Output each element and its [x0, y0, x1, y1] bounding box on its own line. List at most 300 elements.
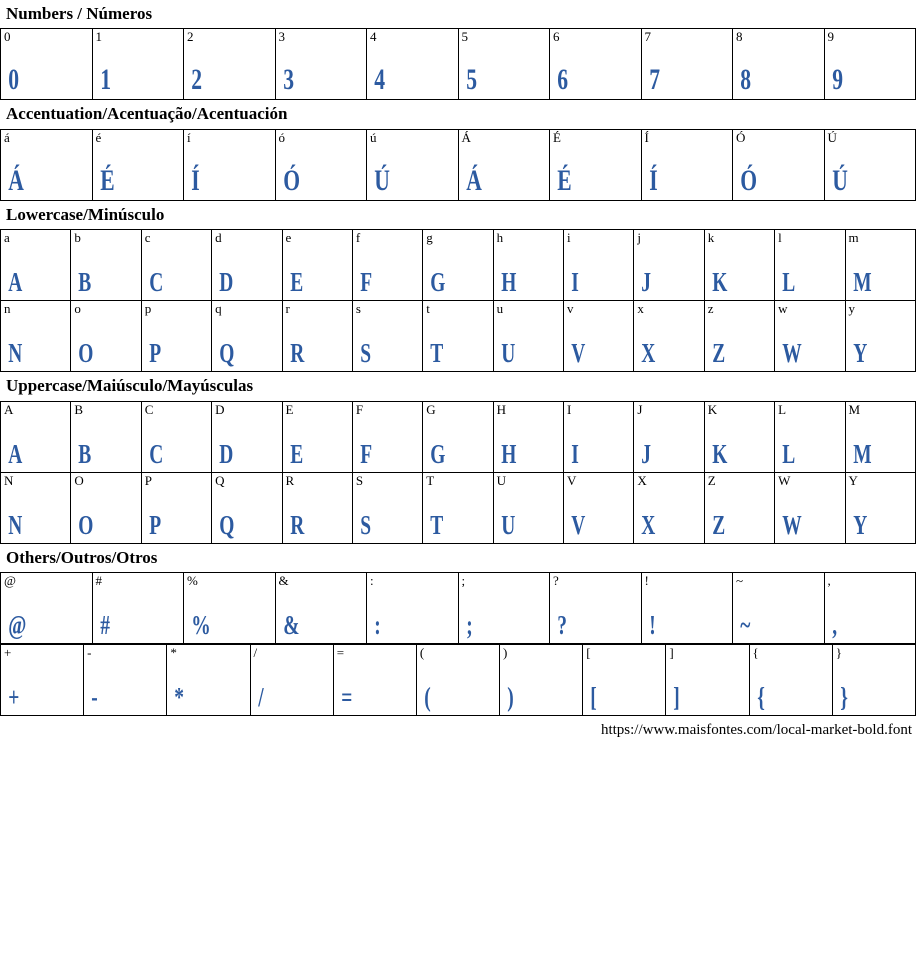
glyph-cell[interactable] [212, 230, 282, 301]
cell-label: 6 [553, 29, 560, 45]
glyph-cell[interactable] [423, 230, 493, 301]
glyph-cell[interactable] [493, 472, 563, 543]
charmap-uppercase [0, 401, 916, 544]
glyph-cell[interactable] [423, 472, 493, 543]
cell-glyph: Á [8, 163, 25, 197]
cell-label: n [4, 301, 11, 317]
glyph-cell[interactable] [704, 401, 774, 472]
cell-glyph: ) [507, 681, 515, 712]
cell-label: + [4, 644, 12, 660]
cell-glyph: F [360, 438, 373, 469]
cell-glyph: Q [219, 338, 235, 369]
cell-glyph: H [500, 438, 517, 469]
cell-label: - [87, 644, 92, 660]
cell-glyph: W [782, 338, 803, 369]
charmap-table-uppercase [0, 401, 916, 544]
cell-glyph: L [782, 267, 796, 298]
glyph-cell[interactable] [352, 230, 422, 301]
cell-glyph: = [340, 681, 353, 712]
glyph-cell[interactable] [845, 301, 916, 372]
cell-label: B [74, 401, 84, 417]
cell-label: u [496, 301, 504, 317]
cell-glyph: O [78, 509, 95, 540]
cell-label: M [848, 401, 861, 417]
cell-glyph: I [571, 438, 580, 469]
cell-label: f [355, 230, 361, 246]
cell-glyph: L [782, 438, 796, 469]
cell-glyph: D [219, 438, 234, 469]
cell-glyph: ~ [740, 609, 751, 640]
glyph-cell[interactable] [352, 472, 422, 543]
cell-label: ó [278, 129, 285, 145]
cell-label: v [567, 301, 574, 317]
cell-label: h [496, 230, 504, 246]
section-title-lowercase: Lowercase/Minúsculo [6, 204, 165, 224]
cell-glyph: 1 [99, 63, 111, 97]
cell-glyph: G [430, 267, 446, 298]
cell-label: Í [644, 129, 649, 145]
glyph-cell[interactable] [84, 644, 167, 715]
glyph-cell[interactable] [92, 572, 184, 643]
cell-label: P [144, 472, 152, 488]
glyph-cell[interactable] [550, 129, 642, 200]
cell-label: 7 [644, 29, 651, 45]
glyph-cell[interactable] [458, 29, 550, 100]
cell-glyph: [ [590, 681, 598, 712]
cell-label: K [707, 401, 718, 417]
section-title-others: Others/Outros/Otros [6, 547, 158, 567]
cell-glyph: S [360, 338, 372, 369]
glyph-cell[interactable] [282, 230, 352, 301]
cell-label: : [370, 572, 374, 588]
charmap-table-lowercase [0, 229, 916, 372]
cell-glyph: Q [219, 509, 235, 540]
cell-label: t [426, 301, 430, 317]
cell-label: ; [461, 572, 466, 588]
cell-label: c [144, 230, 151, 246]
cell-label: # [95, 572, 102, 588]
glyph-cell[interactable] [212, 401, 282, 472]
glyph-cell[interactable] [184, 29, 276, 100]
glyph-cell[interactable] [634, 401, 704, 472]
cell-glyph: / [257, 681, 264, 712]
glyph-cell[interactable] [1, 644, 84, 715]
cell-glyph: C [148, 438, 164, 469]
glyph-cell[interactable] [1, 230, 71, 301]
glyph-cell[interactable] [733, 129, 825, 200]
cell-label: L [778, 401, 787, 417]
glyph-cell[interactable] [824, 29, 916, 100]
glyph-cell[interactable] [141, 401, 211, 472]
cell-label: ] [669, 644, 674, 660]
cell-label: ~ [736, 572, 744, 588]
glyph-cell[interactable] [704, 230, 774, 301]
glyph-cell[interactable] [493, 301, 563, 372]
cell-glyph: + [8, 681, 20, 712]
cell-glyph: M [852, 438, 872, 469]
glyph-cell[interactable] [416, 644, 499, 715]
glyph-cell[interactable] [1, 401, 71, 472]
cell-glyph: B [78, 438, 92, 469]
cell-label: O [74, 472, 84, 488]
cell-glyph: X [641, 338, 656, 369]
charmap-lowercase [0, 229, 916, 372]
cell-label: 2 [187, 29, 194, 45]
cell-glyph: 5 [465, 63, 477, 97]
cell-label: é [95, 129, 102, 145]
cell-glyph: U [500, 509, 516, 540]
cell-glyph: ? [557, 609, 568, 640]
cell-glyph: Ó [282, 163, 300, 197]
cell-glyph: T [430, 509, 444, 540]
table-row [1, 230, 916, 301]
cell-label: F [355, 401, 364, 417]
table-row [1, 129, 916, 200]
glyph-cell[interactable] [1, 129, 93, 200]
cell-glyph: Ú [374, 163, 391, 197]
cell-glyph: E [289, 438, 304, 469]
glyph-cell[interactable] [583, 644, 666, 715]
glyph-cell[interactable] [184, 572, 276, 643]
cell-label: ( [419, 644, 425, 660]
cell-label: Ú [827, 129, 837, 145]
cell-label: / [253, 644, 258, 660]
cell-glyph: É [99, 163, 115, 197]
cell-label: m [848, 230, 859, 246]
cell-label: k [707, 230, 715, 246]
cell-label: * [170, 644, 177, 660]
cell-label: C [144, 401, 154, 417]
glyph-cell[interactable] [832, 644, 915, 715]
charmap-table-others-2 [0, 644, 916, 716]
glyph-cell[interactable] [733, 29, 825, 100]
glyph-cell[interactable] [141, 301, 211, 372]
glyph-cell[interactable] [634, 230, 704, 301]
cell-glyph: Í [648, 163, 658, 197]
cell-glyph: * [174, 681, 185, 712]
cell-glyph: X [641, 509, 656, 540]
cell-glyph: I [571, 267, 580, 298]
glyph-cell[interactable] [500, 644, 583, 715]
cell-glyph: R [289, 338, 305, 369]
cell-label: 0 [4, 29, 11, 45]
cell-label: 4 [370, 29, 377, 45]
cell-label: 8 [736, 29, 743, 45]
glyph-cell[interactable] [775, 401, 845, 472]
glyph-cell[interactable] [1, 572, 93, 643]
glyph-cell[interactable] [704, 301, 774, 372]
glyph-cell[interactable] [775, 230, 845, 301]
glyph-cell[interactable] [71, 401, 141, 472]
glyph-cell[interactable] [641, 129, 733, 200]
cell-glyph: K [711, 438, 728, 469]
glyph-cell[interactable] [367, 572, 459, 643]
glyph-cell[interactable] [282, 301, 352, 372]
cell-label: H [496, 401, 507, 417]
charmap-table-others [0, 572, 916, 644]
cell-glyph: } [839, 681, 848, 712]
cell-label: 1 [95, 29, 102, 45]
section-title-uppercase: Uppercase/Maiúsculo/Mayúsculas [6, 376, 254, 396]
glyph-cell[interactable] [564, 301, 634, 372]
cell-glyph: 3 [282, 63, 294, 97]
glyph-cell[interactable] [275, 29, 367, 100]
glyph-cell[interactable] [564, 230, 634, 301]
cell-glyph: ! [648, 609, 656, 640]
cell-label: @ [4, 572, 16, 588]
glyph-cell[interactable] [458, 572, 550, 643]
cell-label: ? [553, 572, 559, 588]
cell-glyph: J [641, 267, 652, 298]
table-row [1, 572, 916, 643]
glyph-cell[interactable] [184, 129, 276, 200]
glyph-cell[interactable] [550, 572, 642, 643]
glyph-cell[interactable] [733, 572, 825, 643]
cell-glyph: 8 [740, 63, 752, 97]
cell-glyph: P [148, 338, 162, 369]
glyph-cell[interactable] [775, 472, 845, 543]
cell-glyph: P [148, 509, 162, 540]
cell-label: ) [503, 644, 508, 660]
glyph-cell[interactable] [352, 401, 422, 472]
glyph-cell[interactable] [845, 230, 916, 301]
cell-label: = [336, 644, 345, 660]
cell-label: { [752, 644, 759, 660]
cell-label: a [4, 230, 10, 246]
cell-glyph: 0 [8, 63, 20, 97]
cell-glyph: - [91, 681, 99, 712]
cell-glyph: Ú [831, 163, 848, 197]
glyph-cell[interactable] [493, 401, 563, 472]
glyph-cell[interactable] [250, 644, 333, 715]
glyph-cell[interactable] [333, 644, 416, 715]
cell-label: ! [644, 572, 649, 588]
cell-glyph: J [641, 438, 652, 469]
glyph-cell[interactable] [1, 29, 93, 100]
cell-glyph: E [289, 267, 304, 298]
cell-label: U [496, 472, 507, 488]
section-title-accentuation: Accentuation/Acentuação/Acentuación [6, 104, 288, 124]
cell-label: d [215, 230, 222, 246]
glyph-cell[interactable] [352, 301, 422, 372]
glyph-cell[interactable] [212, 301, 282, 372]
table-row [1, 301, 916, 372]
cell-glyph: U [500, 338, 516, 369]
cell-glyph: C [148, 267, 164, 298]
cell-glyph: 2 [191, 63, 203, 97]
glyph-cell[interactable] [423, 401, 493, 472]
charmap-table-accentuation [0, 129, 916, 201]
cell-label: Z [707, 472, 716, 488]
glyph-cell[interactable] [71, 230, 141, 301]
table-row [1, 472, 916, 543]
glyph-cell[interactable] [845, 401, 916, 472]
glyph-cell[interactable] [275, 572, 367, 643]
cell-glyph: F [360, 267, 373, 298]
cell-label: á [4, 129, 10, 145]
cell-glyph: B [78, 267, 92, 298]
table-row [1, 644, 916, 715]
glyph-cell[interactable] [1, 472, 71, 543]
glyph-cell[interactable] [666, 644, 749, 715]
cell-label: , [827, 572, 831, 588]
cell-label: ú [370, 129, 377, 145]
cell-label: X [637, 472, 647, 488]
cell-glyph: Á [465, 163, 482, 197]
cell-label: 9 [827, 29, 834, 45]
glyph-cell[interactable] [423, 301, 493, 372]
cell-glyph: 9 [831, 63, 843, 97]
cell-glyph: K [711, 267, 728, 298]
cell-glyph: A [8, 267, 23, 298]
glyph-cell[interactable] [634, 472, 704, 543]
glyph-cell[interactable] [564, 401, 634, 472]
glyph-cell[interactable] [845, 472, 916, 543]
cell-glyph: W [782, 509, 803, 540]
cell-label: b [74, 230, 81, 246]
cell-label: j [637, 230, 641, 246]
glyph-cell[interactable] [824, 572, 916, 643]
glyph-cell[interactable] [367, 129, 459, 200]
glyph-cell[interactable] [641, 29, 733, 100]
glyph-cell[interactable] [282, 401, 352, 472]
cell-label: S [355, 472, 364, 488]
cell-label: } [835, 644, 842, 660]
cell-glyph: 4 [374, 63, 386, 97]
cell-glyph: M [852, 267, 872, 298]
glyph-cell[interactable] [458, 129, 550, 200]
glyph-cell[interactable] [550, 29, 642, 100]
cell-label: z [707, 301, 714, 317]
cell-glyph: Y [852, 338, 868, 369]
glyph-cell[interactable] [212, 472, 282, 543]
glyph-cell[interactable] [71, 472, 141, 543]
glyph-cell[interactable] [141, 472, 211, 543]
cell-glyph: 6 [557, 63, 569, 97]
glyph-cell[interactable] [493, 230, 563, 301]
cell-glyph: S [360, 509, 372, 540]
cell-label: W [778, 472, 791, 488]
glyph-cell[interactable] [775, 301, 845, 372]
cell-label: o [74, 301, 81, 317]
cell-label: g [426, 230, 433, 246]
cell-glyph: É [557, 163, 572, 197]
glyph-cell[interactable] [564, 472, 634, 543]
cell-glyph: V [571, 338, 586, 369]
charmap-numbers [0, 28, 916, 100]
cell-glyph: , [831, 609, 837, 640]
cell-glyph: 7 [648, 63, 660, 97]
cell-glyph: Y [852, 509, 868, 540]
glyph-cell[interactable] [282, 472, 352, 543]
glyph-cell[interactable] [634, 301, 704, 372]
cell-label: D [215, 401, 225, 417]
glyph-cell[interactable] [92, 29, 184, 100]
cell-label: x [637, 301, 644, 317]
cell-glyph: & [282, 609, 300, 640]
cell-label: R [285, 472, 295, 488]
charmap-table-numbers [0, 28, 916, 100]
cell-glyph: R [289, 509, 305, 540]
cell-glyph: : [374, 609, 382, 640]
cell-glyph: Z [711, 509, 726, 540]
table-row [1, 401, 916, 472]
cell-label: r [285, 301, 290, 317]
cell-label: Q [215, 472, 225, 488]
cell-glyph: G [430, 438, 446, 469]
cell-label: G [426, 401, 436, 417]
cell-label: % [187, 572, 198, 588]
cell-glyph: V [571, 509, 586, 540]
cell-glyph: O [78, 338, 95, 369]
cell-glyph: Z [711, 338, 726, 369]
glyph-cell[interactable] [704, 472, 774, 543]
cell-label: í [187, 129, 191, 145]
section-title-numbers: Numbers / Números [6, 4, 153, 23]
cell-label: w [778, 301, 788, 317]
glyph-cell[interactable] [824, 129, 916, 200]
glyph-cell[interactable] [1, 301, 71, 372]
cell-glyph: ; [465, 609, 473, 640]
cell-glyph: ] [673, 681, 681, 712]
cell-label: s [355, 301, 361, 317]
glyph-cell[interactable] [367, 29, 459, 100]
cell-glyph: T [430, 338, 444, 369]
glyph-cell[interactable] [141, 230, 211, 301]
cell-label: J [637, 401, 643, 417]
cell-label: [ [586, 644, 591, 660]
cell-label: T [426, 472, 435, 488]
cell-glyph: % [191, 609, 211, 640]
glyph-cell[interactable] [71, 301, 141, 372]
cell-glyph: D [219, 267, 234, 298]
cell-glyph: ( [424, 681, 431, 712]
cell-label: I [567, 401, 572, 417]
cell-glyph: Ó [740, 163, 758, 197]
charmap-accentuation [0, 129, 916, 201]
cell-label: É [553, 129, 561, 145]
cell-label: i [567, 230, 571, 246]
cell-label: N [4, 472, 14, 488]
cell-label: E [285, 401, 294, 417]
glyph-cell[interactable] [92, 129, 184, 200]
cell-glyph: @ [8, 609, 27, 640]
cell-label: A [4, 401, 14, 417]
cell-label: Á [461, 129, 471, 145]
cell-label: 5 [461, 29, 468, 45]
cell-label: y [848, 301, 855, 317]
cell-label: V [567, 472, 577, 488]
cell-label: e [285, 230, 292, 246]
glyph-cell[interactable] [275, 129, 367, 200]
cell-label: Ó [736, 129, 746, 145]
cell-label: p [144, 301, 152, 317]
glyph-cell[interactable] [167, 644, 250, 715]
cell-label: l [778, 230, 782, 246]
cell-glyph: N [8, 509, 23, 540]
glyph-cell[interactable] [749, 644, 832, 715]
cell-label: Y [848, 472, 858, 488]
source-url[interactable]: https://www.maisfontes.com/local-market-bold.font [600, 721, 912, 738]
cell-glyph: { [756, 681, 765, 712]
cell-glyph: # [99, 609, 110, 640]
cell-glyph: A [8, 438, 23, 469]
table-row [1, 29, 916, 100]
glyph-cell[interactable] [641, 572, 733, 643]
cell-label: 3 [278, 29, 285, 45]
charmap-others [0, 572, 916, 716]
cell-glyph: Í [191, 163, 200, 197]
